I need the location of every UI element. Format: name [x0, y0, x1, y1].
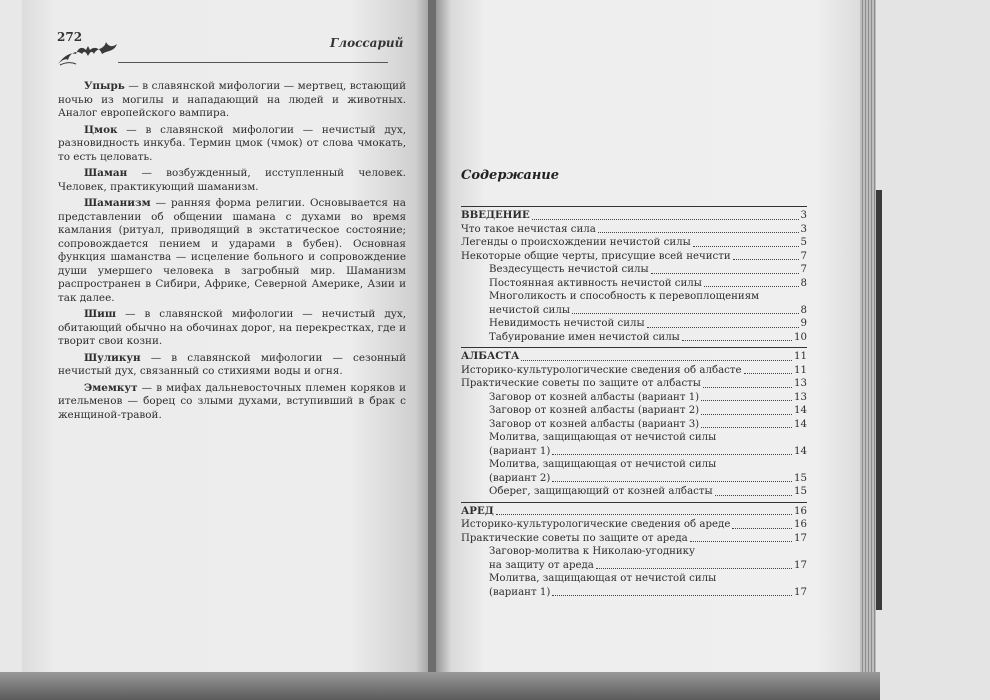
dot-leader [693, 246, 799, 247]
toc-entry [461, 364, 807, 378]
glossary-definition: — в славянской мифологии — нечистый дух, обитающий обычно на обочинах дорог, на перекрестках, где и творит свои козни. [58, 308, 406, 347]
glossary-term: Шиш [84, 308, 117, 320]
toc-entry [461, 317, 807, 331]
toc-page-number: 7 [800, 264, 807, 275]
glossary-term: Шаманизм [84, 197, 151, 209]
book-cover [876, 0, 990, 700]
bat-icon [56, 38, 118, 68]
toc-entry [461, 236, 807, 250]
toc-entry [461, 391, 807, 405]
toc-entry-label: Практические советы по защите от албасты [461, 378, 701, 389]
glossary-text [58, 80, 406, 425]
toc-page-number: 14 [794, 445, 807, 457]
toc-entry-label-line1: Заговор-молитва к Николаю-угоднику [489, 546, 696, 557]
toc-entry-label: Вездесущесть нечистой силы [489, 264, 649, 275]
dot-leader [715, 495, 792, 496]
glossary-entry [58, 352, 406, 379]
toc-page-number: 17 [794, 559, 807, 571]
dot-leader [744, 373, 792, 374]
toc-entry-label: Историко-культурологические сведения об ареде [461, 519, 731, 530]
toc-section-heading [461, 209, 807, 223]
glossary-definition: — в славянской мифологии — нечистый дух, разновидность инкуба. Термин цмок (чмок) от слова чмокать, то есть целовать. [58, 123, 406, 163]
toc-section [461, 502, 807, 600]
page-number: 272 [57, 30, 83, 44]
dot-leader [733, 259, 799, 260]
toc-page-number: 3 [800, 210, 807, 221]
toc-page-number: 13 [794, 391, 807, 403]
dot-leader [552, 481, 792, 482]
toc-entry [461, 485, 807, 499]
toc-page-number: 14 [794, 405, 807, 416]
dot-leader [532, 219, 799, 220]
glossary-entry [58, 80, 406, 121]
toc-entry [461, 250, 807, 264]
table-of-contents [461, 206, 807, 599]
toc-entry-label: Историко-культурологические сведения об албасте [461, 364, 742, 376]
toc-entry-label-line1: Молитва, защищающая от нечистой силы [489, 459, 717, 470]
toc-page-number: 9 [800, 318, 807, 329]
toc-entry [461, 377, 807, 391]
toc-page-number: 8 [800, 304, 807, 316]
toc-page-number: 7 [800, 250, 807, 262]
dot-leader [701, 414, 792, 415]
toc-entry [461, 263, 807, 277]
toc-entry-label: Заговор от козней албасты (вариант 1) [489, 391, 700, 403]
bottom-shadow [0, 672, 880, 700]
running-title: Глоссарий [330, 36, 404, 50]
glossary-entry [58, 124, 406, 165]
glossary-definition: — в славянской мифологии — сезонный нечистый дух, связанный со стихиями воды и огня. [58, 351, 406, 377]
toc-page-number: 11 [794, 351, 807, 362]
glossary-entry [58, 197, 406, 305]
toc-entry-label: Оберег, защищающий от козней албасты [489, 486, 713, 497]
toc-entry-label-line1: Многоликость и способность к перевоплощениям [489, 291, 760, 302]
glossary-definition: — в славянской мифологии — мертвец, встающий ночью из могилы и нападающий на людей и животных. Аналог европейского вампира. [58, 80, 406, 119]
glossary-definition: — в мифах дальневосточных племен коряков и ительменов — борец со злыми духами, вступивший в брак с женщиной-травой. [58, 381, 406, 421]
dot-leader [701, 427, 792, 428]
toc-page-number: 14 [794, 418, 807, 430]
toc-entry-label: АЛБАСТА [461, 350, 520, 362]
dot-leader [596, 568, 792, 569]
dot-leader [701, 400, 792, 401]
glossary-term: Упырь [84, 80, 125, 92]
dot-leader [704, 286, 799, 287]
toc-entry-line2 [489, 472, 807, 486]
toc-entry [461, 290, 807, 317]
glossary-term: Шуликун [84, 351, 141, 364]
toc-entry-label: Постоянная активность нечистой силы [489, 277, 702, 289]
glossary-term: Шаман [84, 167, 128, 179]
toc-entry-label: Некоторые общие черты, присущие всей нечисти [461, 250, 731, 262]
toc-entry [461, 223, 807, 237]
toc-entry-line2 [489, 304, 807, 318]
dot-leader [572, 313, 799, 314]
toc-entry-label: Невидимость нечистой силы [489, 318, 645, 329]
glossary-entry [58, 382, 406, 423]
dot-leader [732, 528, 792, 529]
toc-entry-label: Заговор от козней албасты (вариант 3) [489, 418, 700, 430]
toc-page-number: 11 [794, 364, 807, 376]
glossary-definition: — ранняя форма религии. Основывается на представлении об общении шамана с духами во время камлания (ритуал, приводящий в экстатическое состояние; сопровождается пением и ударами в бубен). Основная функция шаманства — исцеление больного и сопровождение души умершего человека в загробный мир. Шаманизм распространен в Сибири, Африке, Северной Америке, Азии и так далее. [58, 197, 406, 304]
toc-entry [461, 458, 807, 485]
toc-entry [461, 404, 807, 418]
toc-entry-line2 [489, 586, 807, 600]
toc-entry-label: Практические советы по защите от ареда [461, 532, 688, 544]
toc-section [461, 206, 807, 344]
toc-page-number: 5 [800, 237, 807, 248]
book-spine [428, 0, 436, 690]
toc-entry-label: ВВЕДЕНИЕ [461, 209, 530, 221]
glossary-definition: — возбужденный, исступленный человек. Человек, практикующий шаманизм. [58, 167, 406, 193]
glossary-term: Эмемкут [84, 381, 138, 394]
dot-leader [651, 273, 799, 274]
toc-entry [461, 277, 807, 291]
toc-section-heading [461, 350, 807, 364]
toc-entry-label: (вариант 2) [489, 472, 551, 484]
dot-leader [647, 327, 799, 328]
dot-leader [521, 360, 792, 361]
dot-leader [552, 454, 792, 455]
toc-page-number: 17 [794, 586, 807, 598]
toc-entry-label: Что такое нечистая сила [461, 223, 596, 235]
toc-page-number: 13 [794, 378, 807, 389]
header-rule [118, 62, 388, 63]
toc-entry-line2 [489, 445, 807, 459]
toc-entry-label: (вариант 1) [489, 586, 551, 598]
toc-entry [461, 431, 807, 458]
toc-entry-label-line1: Молитва, защищающая от нечистой силы [489, 573, 717, 584]
toc-page-number: 16 [794, 505, 807, 517]
toc-entry [461, 518, 807, 532]
dot-leader [496, 514, 792, 515]
glossary-entry [58, 167, 406, 194]
dot-leader [598, 232, 799, 233]
toc-section [461, 347, 807, 499]
toc-page-number: 16 [794, 519, 807, 530]
dot-leader [703, 387, 792, 388]
toc-entry-label: на защиту от ареда [489, 559, 594, 571]
dot-leader [682, 340, 792, 341]
toc-entry-label: нечистой силы [489, 304, 570, 316]
toc-entry-label: (вариант 1) [489, 445, 551, 457]
toc-title: Содержание [461, 168, 560, 183]
toc-entry [461, 418, 807, 432]
toc-page-number: 8 [800, 277, 807, 289]
page-edges [860, 0, 876, 690]
toc-entry-label-line1: Молитва, защищающая от нечистой силы [489, 432, 717, 443]
toc-entry-label: Легенды о происхождении нечистой силы [461, 237, 691, 248]
toc-entry [461, 331, 807, 345]
toc-section-heading [461, 505, 807, 519]
toc-page-number: 3 [800, 223, 807, 235]
toc-entry [461, 545, 807, 572]
dot-leader [552, 595, 792, 596]
toc-entry-label: Заговор от козней албасты (вариант 2) [489, 405, 700, 416]
glossary-term: Цмок [84, 123, 118, 136]
toc-entry [461, 532, 807, 546]
toc-page-number: 17 [794, 532, 807, 544]
glossary-entry [58, 308, 406, 349]
dot-leader [690, 541, 792, 542]
toc-page-number: 15 [794, 486, 807, 497]
toc-page-number: 10 [794, 331, 807, 343]
toc-entry-line2 [489, 559, 807, 573]
toc-entry-label: Табуирование имен нечистой силы [489, 331, 680, 343]
toc-page-number: 15 [794, 472, 807, 484]
toc-entry-label: АРЕД [461, 504, 494, 517]
toc-entry [461, 572, 807, 599]
